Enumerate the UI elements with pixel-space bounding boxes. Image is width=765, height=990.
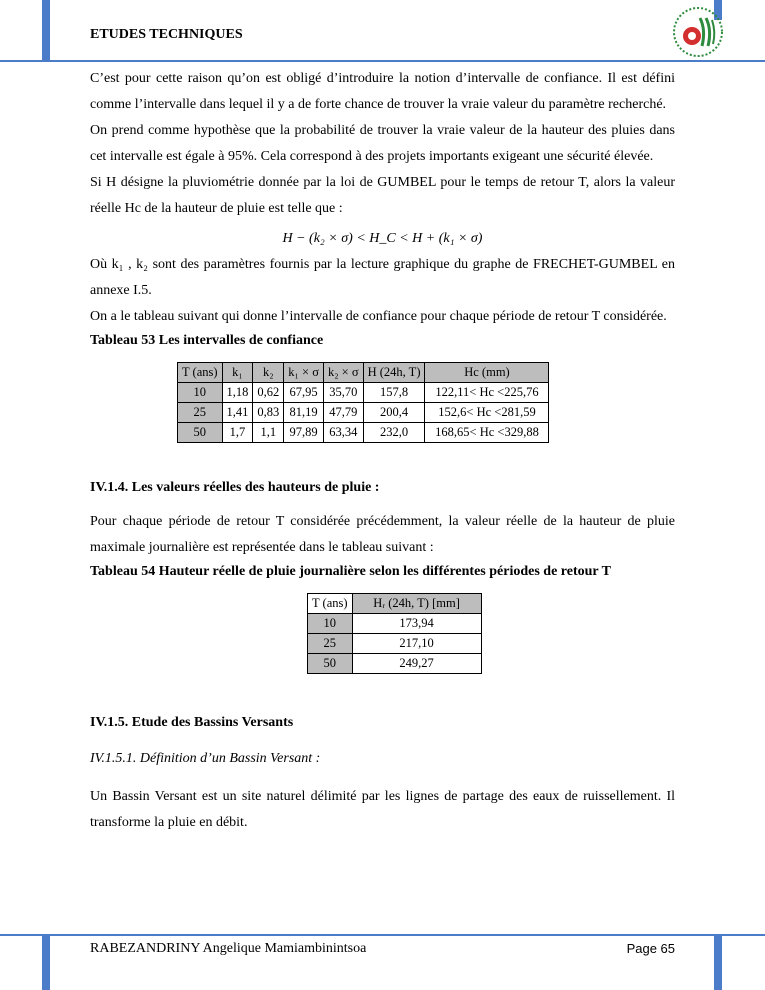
table-row — [178, 403, 549, 423]
footer-rule — [0, 934, 765, 936]
table-cell: 0,83 — [253, 403, 284, 423]
section-title-iv15: IV.1.5. Etude des Bassins Versants — [90, 715, 294, 730]
table-header-cell: Hc (mm) — [425, 363, 549, 383]
table-cell: 1,7 — [222, 423, 253, 443]
table-header-cell: k₁ × σ — [284, 363, 324, 383]
paragraph-hypothese: On prend comme hypothèse que la probabilité de trouver la vraie valeur de la hauteur des pluies dans cet intervalle est égale à 95%. Cela correspond à des projets importants exigeant une sécurité élevée. — [90, 123, 675, 164]
table-header-cell: T (ans) — [308, 594, 353, 614]
table-cell: 50 — [308, 654, 353, 674]
table-cell: 217,10 — [352, 634, 481, 654]
table-cell: 122,11< Hc <225,76 — [425, 383, 549, 403]
table-cell: 25 — [308, 634, 353, 654]
table-cell: 47,79 — [323, 403, 363, 423]
table-header-cell: H (24h, T) — [363, 363, 425, 383]
table-cell: 1,41 — [222, 403, 253, 423]
table-row — [308, 654, 482, 674]
table-cell: 63,34 — [323, 423, 363, 443]
table-cell: 1,1 — [253, 423, 284, 443]
table-cell: 0,62 — [253, 383, 284, 403]
table-row — [308, 614, 482, 634]
footer-right-bar — [714, 934, 722, 990]
footer-left-bar — [42, 934, 50, 990]
table-cell: 97,89 — [284, 423, 324, 443]
paragraph-bassin-versant: Un Bassin Versant est un site naturel délimité par les lignes de partage des eaux de ruissellement. Il transforme la pluie en débit. — [90, 789, 675, 830]
paragraph-k-parameters: Où k₁ , k₂ sont des paramètres fournis par la lecture graphique du graphe de FRECHET-GUMBEL en annexe I.5. — [90, 257, 675, 298]
table53-caption: Tableau 53 Les intervalles de confiance — [90, 333, 324, 348]
table-cell: 173,94 — [352, 614, 481, 634]
table-row — [178, 383, 549, 403]
table-cell: 10 — [308, 614, 353, 634]
table-header-cell: k₂ × σ — [323, 363, 363, 383]
page-number: Page 65 — [626, 941, 675, 956]
school-logo-icon — [672, 6, 724, 58]
table-row — [308, 634, 482, 654]
paragraph-intervalle: C’est pour cette raison qu’on est obligé d’introduire la notion d’intervalle de confiance. Il est défini comme l’intervalle dans lequel il y a de forte chance de trouver la vraie valeur du paramètre recherché. — [90, 71, 675, 112]
table-cell: 35,70 — [323, 383, 363, 403]
paragraph-table-intro: On a le tableau suivant qui donne l’intervalle de confiance pour chaque période de retour T considérée. — [90, 309, 667, 324]
table-row — [178, 423, 549, 443]
table-cell: 10 — [178, 383, 223, 403]
subsection-title-iv151: IV.1.5.1. Définition d’un Bassin Versant : — [90, 751, 321, 766]
header-left-bar — [42, 0, 50, 60]
table-header-cell: Hᵣ (24h, T) [mm] — [352, 594, 481, 614]
table-header-row — [178, 363, 549, 383]
table-cell: 152,6< Hc <281,59 — [425, 403, 549, 423]
confidence-interval-table — [177, 362, 549, 443]
confidence-formula: H − (k₂ × σ) < H_C < H + (k₁ × σ) — [282, 231, 483, 246]
table-header-row — [308, 594, 482, 614]
table-cell: 81,19 — [284, 403, 324, 423]
section-title-iv14: IV.1.4. Les valeurs réelles des hauteurs de pluie : — [90, 480, 380, 495]
table-cell: 157,8 — [363, 383, 425, 403]
paragraph-gumbel: Si H désigne la pluviométrie donnée par la loi de GUMBEL pour le temps de retour T, alors la valeur réelle Hc de la hauteur de pluie est telle que : — [90, 175, 675, 216]
header-rule — [0, 60, 765, 62]
paragraph-valeurs-reelles: Pour chaque période de retour T considérée précédemment, la valeur réelle de la hauteur de pluie maximale journalière est représentée dans le tableau suivant : — [90, 514, 675, 555]
table-cell: 232,0 — [363, 423, 425, 443]
footer-author: RABEZANDRINY Angelique Mamiambinintsoa — [90, 941, 367, 956]
table-header-cell: T (ans) — [178, 363, 223, 383]
table-cell: 168,65< Hc <329,88 — [425, 423, 549, 443]
real-rainfall-table — [307, 593, 482, 674]
document-body — [90, 66, 675, 836]
table-cell: 50 — [178, 423, 223, 443]
header-title: ETUDES TECHNIQUES — [90, 27, 243, 42]
table-cell: 67,95 — [284, 383, 324, 403]
table-cell: 1,18 — [222, 383, 253, 403]
table-header-cell: k₂ — [253, 363, 284, 383]
table54-caption: Tableau 54 Hauteur réelle de pluie journalière selon les différentes périodes de retour T — [90, 564, 611, 579]
table-cell: 25 — [178, 403, 223, 423]
table-cell: 200,4 — [363, 403, 425, 423]
table-cell: 249,27 — [352, 654, 481, 674]
table-header-cell: k₁ — [222, 363, 253, 383]
